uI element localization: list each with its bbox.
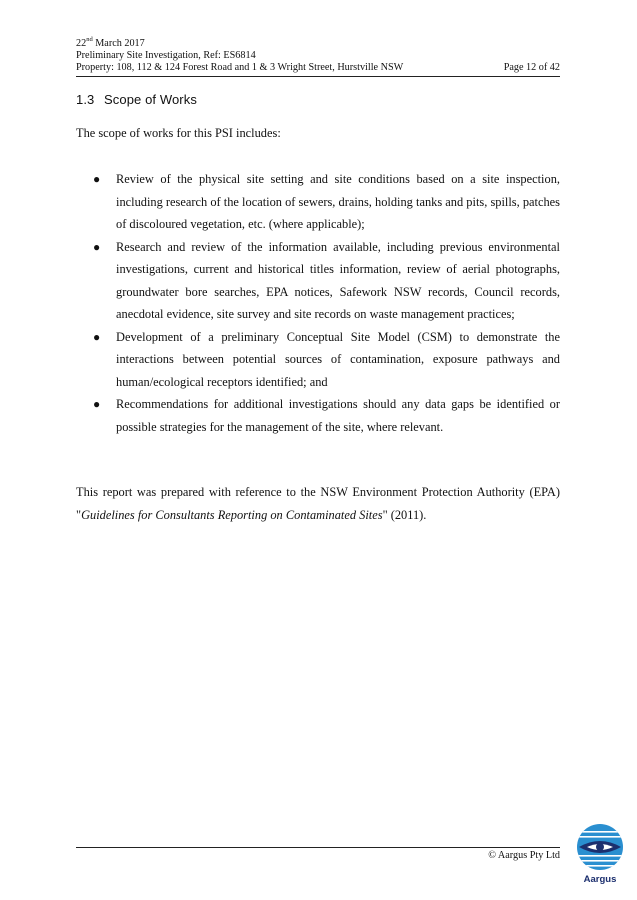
header-date [76,35,560,50]
list-item [76,168,560,236]
section-title: Scope of Works [104,92,197,107]
page-header [76,35,560,74]
page-number: Page 12 of 42 [503,62,560,73]
bullet-icon: ● [93,172,101,186]
list-item-text: Research and review of the information available, including previous environmental investigations, current and historical titles information, review of aerial photographs, groundwater bore searches, EPA notices, Safework NSW records, Council records, anecdotal evidence, site survey and site records on waste management practices; [116,239,560,321]
copyright-notice: © Aargus Pty Ltd [488,850,560,861]
closing-text-start: This report was prepared with reference to the NSW Environment Protection Authority (EPA) " [76,485,560,522]
scope-bullet-list [76,168,560,438]
header-divider [76,76,560,77]
section-heading [76,92,197,107]
list-item [76,393,560,438]
bullet-icon: ● [93,239,101,254]
report-reference: Preliminary Site Investigation, Ref: ES6814 [76,50,256,61]
intro-paragraph: The scope of works for this PSI includes: [76,126,281,140]
date-suffix: nd [86,35,93,43]
section-number: 1.3 [76,92,95,107]
date-rest: March 2017 [92,38,145,49]
header-property-line [76,62,560,74]
bullet-icon: ● [93,329,101,344]
header-report-line [76,50,560,62]
closing-paragraph [76,481,560,526]
globe-eye-icon [575,822,625,872]
list-item-text: Review of the physical site setting and site conditions based on a site inspection, including research of the location of sewers, drains, holding tanks and pits, spills, patches of discoloured vegetation, etc. (where applicable); [116,172,560,231]
guideline-title: Guidelines for Consultants Reporting on Contaminated Sites [81,507,383,522]
logo-wordmark: Aargus [583,874,617,885]
aargus-logo [575,822,625,888]
closing-text-end: " (2011). [382,507,427,522]
list-item [76,236,560,326]
date-day: 22 [76,38,87,49]
list-item-text: Development of a preliminary Conceptual Site Model (CSM) to demonstrate the interactions between potential sources of contamination, exposure pathways and human/ecological receptors identified; and [116,329,560,389]
property-address: Property: 108, 112 & 124 Forest Road and 1 & 3 Wright Street, Hurstville NSW [76,62,404,73]
bullet-icon: ● [93,397,101,411]
list-item-text: Recommendations for additional investigations should any data gaps be identified or possible strategies for the management of the site, where relevant. [116,397,560,434]
list-item [76,326,560,394]
footer-divider [76,847,560,848]
